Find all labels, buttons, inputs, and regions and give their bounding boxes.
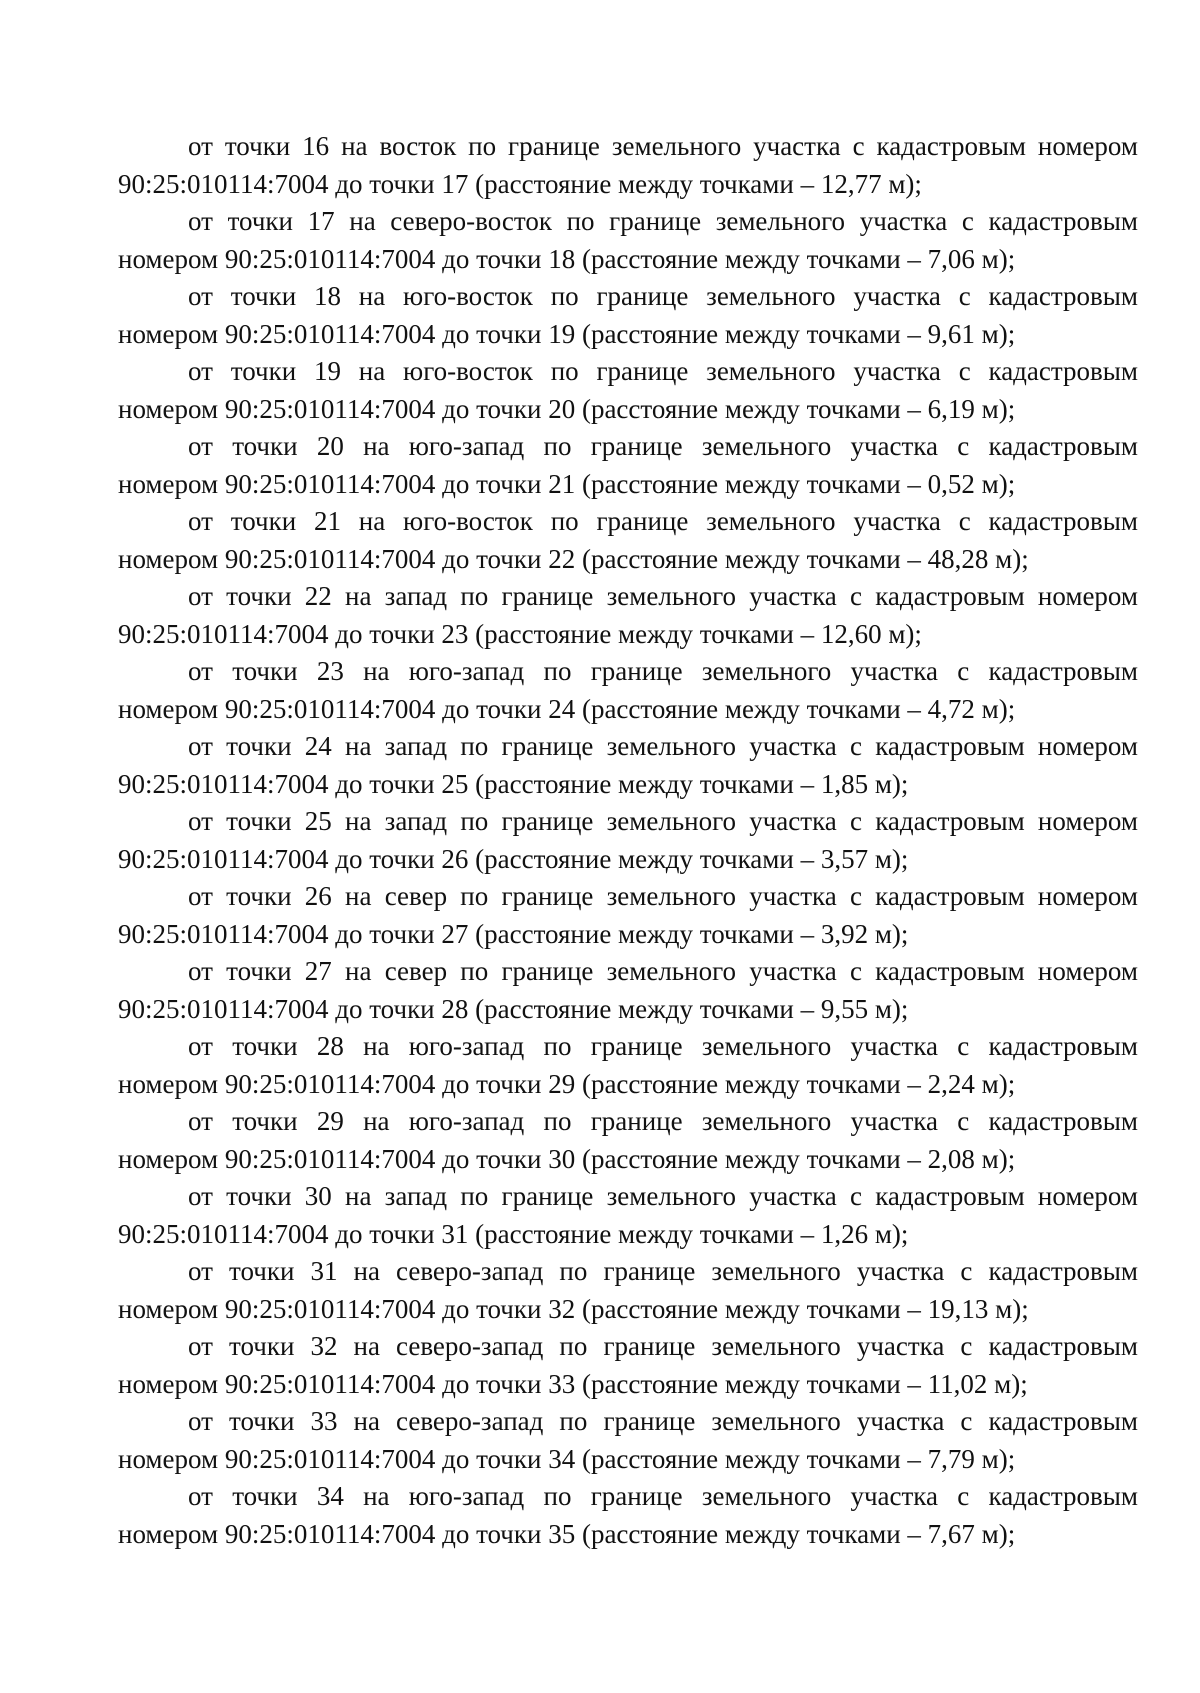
paragraph-line: номером 90:25:010114:7004 до точки 20 (расстояние между точками – 6,19 м); xyxy=(118,393,1016,424)
boundary-paragraph xyxy=(118,578,1138,653)
paragraph-line: номером 90:25:010114:7004 до точки 35 (расстояние между точками – 7,67 м); xyxy=(118,1518,1016,1549)
paragraph-line: 90:25:010114:7004 до точки 17 (расстояние между точками – 12,77 м); xyxy=(118,168,922,199)
paragraph-line: 90:25:010114:7004 до точки 23 (расстояние между точками – 12,60 м); xyxy=(118,618,922,649)
paragraph-line: от точки 24 на запад по границе земельного участка с кадастровым номером xyxy=(188,731,1138,761)
boundary-paragraph xyxy=(118,503,1138,578)
paragraph-line: от точки 21 на юго-восток по границе земельного участка с кадастровым xyxy=(188,506,1138,536)
paragraph-line: номером 90:25:010114:7004 до точки 21 (расстояние между точками – 0,52 м); xyxy=(118,468,1016,499)
boundary-paragraph xyxy=(118,203,1138,278)
paragraph-line: от точки 34 на юго-запад по границе земельного участка с кадастровым xyxy=(188,1481,1138,1511)
boundary-paragraph xyxy=(118,353,1138,428)
paragraph-line: от точки 25 на запад по границе земельного участка с кадастровым номером xyxy=(188,806,1138,836)
paragraph-line: номером 90:25:010114:7004 до точки 30 (расстояние между точками – 2,08 м); xyxy=(118,1143,1016,1174)
boundary-description-text xyxy=(118,128,1138,1553)
paragraph-line: номером 90:25:010114:7004 до точки 32 (расстояние между точками – 19,13 м); xyxy=(118,1293,1029,1324)
boundary-paragraph xyxy=(118,803,1138,878)
paragraph-line: от точки 33 на северо-запад по границе земельного участка с кадастровым xyxy=(188,1406,1138,1436)
boundary-paragraph xyxy=(118,953,1138,1028)
paragraph-line: от точки 19 на юго-восток по границе земельного участка с кадастровым xyxy=(188,356,1138,386)
paragraph-line: от точки 32 на северо-запад по границе земельного участка с кадастровым xyxy=(188,1331,1138,1361)
boundary-paragraph xyxy=(118,1403,1138,1478)
paragraph-line: номером 90:25:010114:7004 до точки 19 (расстояние между точками – 9,61 м); xyxy=(118,318,1016,349)
paragraph-line: от точки 16 на восток по границе земельного участка с кадастровым номером xyxy=(188,131,1138,161)
boundary-paragraph xyxy=(118,878,1138,953)
boundary-paragraph xyxy=(118,1178,1138,1253)
paragraph-line: от точки 18 на юго-восток по границе земельного участка с кадастровым xyxy=(188,281,1138,311)
boundary-paragraph xyxy=(118,728,1138,803)
paragraph-line: от точки 27 на север по границе земельного участка с кадастровым номером xyxy=(188,956,1138,986)
paragraph-line: от точки 26 на север по границе земельного участка с кадастровым номером xyxy=(188,881,1138,911)
paragraph-line: 90:25:010114:7004 до точки 27 (расстояние между точками – 3,92 м); xyxy=(118,918,909,949)
paragraph-line: 90:25:010114:7004 до точки 28 (расстояние между точками – 9,55 м); xyxy=(118,993,909,1024)
paragraph-line: 90:25:010114:7004 до точки 26 (расстояние между точками – 3,57 м); xyxy=(118,843,909,874)
paragraph-line: номером 90:25:010114:7004 до точки 22 (расстояние между точками – 48,28 м); xyxy=(118,543,1029,574)
paragraph-line: 90:25:010114:7004 до точки 31 (расстояние между точками – 1,26 м); xyxy=(118,1218,909,1249)
boundary-paragraph xyxy=(118,1478,1138,1553)
boundary-paragraph xyxy=(118,278,1138,353)
paragraph-line: от точки 31 на северо-запад по границе земельного участка с кадастровым xyxy=(188,1256,1138,1286)
paragraph-line: номером 90:25:010114:7004 до точки 24 (расстояние между точками – 4,72 м); xyxy=(118,693,1016,724)
paragraph-line: номером 90:25:010114:7004 до точки 34 (расстояние между точками – 7,79 м); xyxy=(118,1443,1016,1474)
boundary-paragraph xyxy=(118,428,1138,503)
paragraph-line: от точки 30 на запад по границе земельного участка с кадастровым номером xyxy=(188,1181,1138,1211)
paragraph-line: от точки 22 на запад по границе земельного участка с кадастровым номером xyxy=(188,581,1138,611)
boundary-paragraph xyxy=(118,1328,1138,1403)
paragraph-line: от точки 28 на юго-запад по границе земельного участка с кадастровым xyxy=(188,1031,1138,1061)
boundary-paragraph xyxy=(118,1103,1138,1178)
boundary-paragraph xyxy=(118,1253,1138,1328)
boundary-paragraph xyxy=(118,1028,1138,1103)
boundary-paragraph xyxy=(118,653,1138,728)
paragraph-line: от точки 20 на юго-запад по границе земельного участка с кадастровым xyxy=(188,431,1138,461)
paragraph-line: номером 90:25:010114:7004 до точки 33 (расстояние между точками – 11,02 м); xyxy=(118,1368,1028,1399)
paragraph-line: от точки 29 на юго-запад по границе земельного участка с кадастровым xyxy=(188,1106,1138,1136)
paragraph-line: от точки 23 на юго-запад по границе земельного участка с кадастровым xyxy=(188,656,1138,686)
paragraph-line: от точки 17 на северо-восток по границе земельного участка с кадастровым xyxy=(188,206,1138,236)
paragraph-line: номером 90:25:010114:7004 до точки 18 (расстояние между точками – 7,06 м); xyxy=(118,243,1016,274)
boundary-paragraph xyxy=(118,128,1138,203)
paragraph-line: номером 90:25:010114:7004 до точки 29 (расстояние между точками – 2,24 м); xyxy=(118,1068,1016,1099)
paragraph-line: 90:25:010114:7004 до точки 25 (расстояние между точками – 1,85 м); xyxy=(118,768,909,799)
